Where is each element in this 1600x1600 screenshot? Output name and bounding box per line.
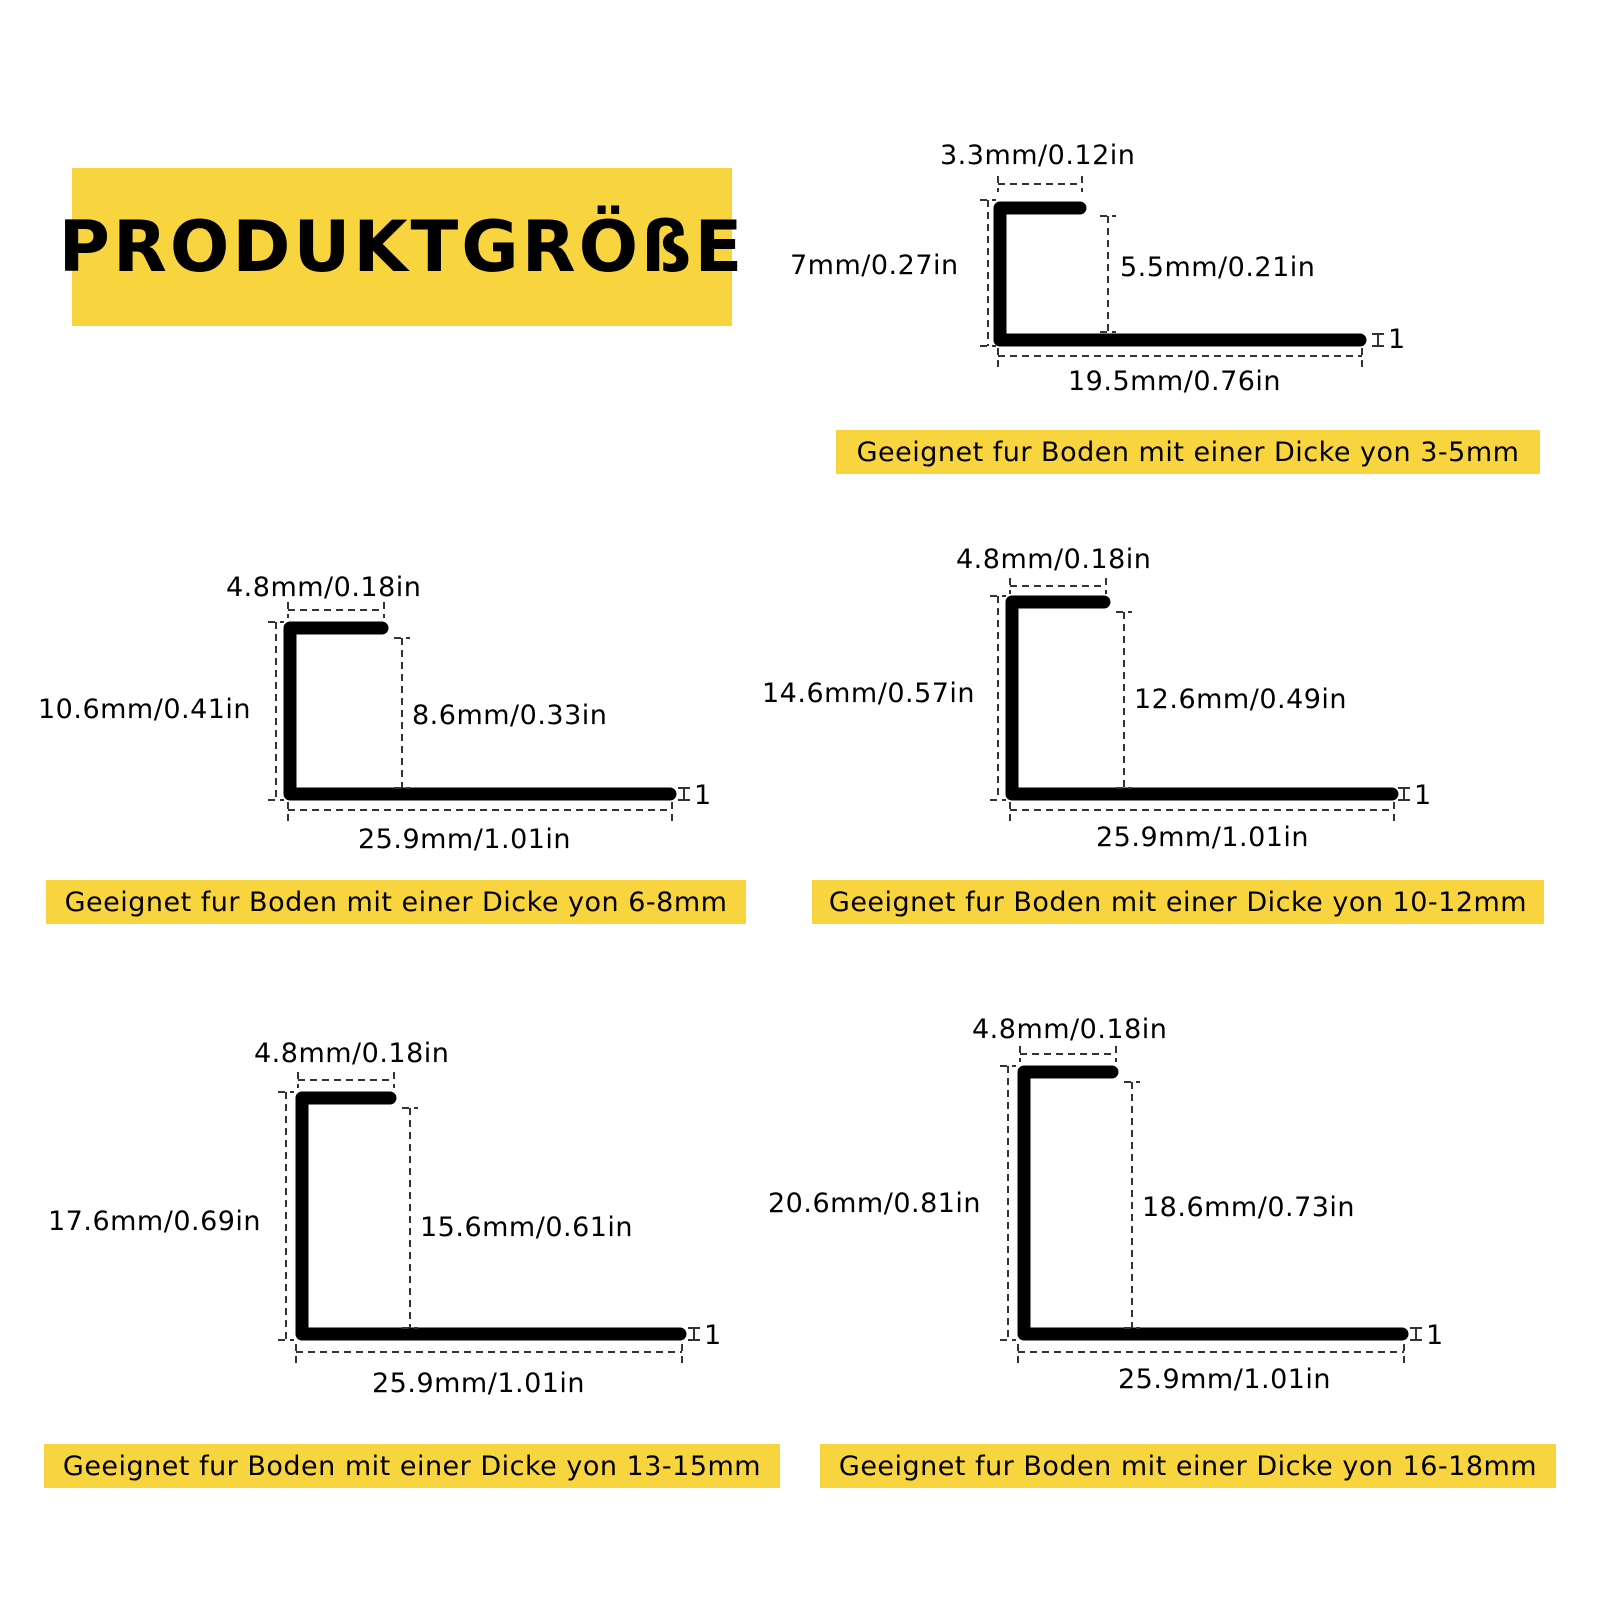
profile-5-base-dim-line xyxy=(1018,1344,1404,1364)
profile-5-top-dim-line xyxy=(1020,1046,1116,1062)
profile-4-top-width-label: 4.8mm/0.18in xyxy=(254,1038,450,1069)
profile-2-base-dim-line xyxy=(288,802,672,822)
profile-2-base-width-label: 25.9mm/1.01in xyxy=(358,824,572,855)
profile-3-inner-dim-line xyxy=(1116,612,1132,788)
profile-5-total-height-label: 20.6mm/0.81in xyxy=(768,1188,982,1219)
profile-4-total-height-label: 17.6mm/0.69in xyxy=(48,1206,262,1237)
profile-2-caption: Geeignet fur Boden mit einer Dicke yon 6-8mm xyxy=(46,880,746,924)
profile-5-top-width-label: 4.8mm/0.18in xyxy=(972,1014,1168,1045)
profile-4-height-dim-line xyxy=(278,1092,294,1340)
profile-2-top-dim-line xyxy=(288,602,384,618)
profile-1-thickness-label: 1 xyxy=(1388,324,1406,355)
profile-1-top-dim-line xyxy=(998,176,1082,192)
profile-4-inner-dim-line xyxy=(402,1108,418,1328)
profile-2-total-height-label: 10.6mm/0.41in xyxy=(38,694,252,725)
profile-5-inner-height-label: 18.6mm/0.73in xyxy=(1142,1192,1356,1223)
profile-4-base-width-label: 25.9mm/1.01in xyxy=(372,1368,586,1399)
profile-3-base-dim-line xyxy=(1010,802,1394,822)
profile-4-top-dim-line xyxy=(298,1072,394,1088)
profile-3-thickness-label: 1 xyxy=(1414,780,1432,811)
profile-5-thickness-mark xyxy=(1410,1328,1422,1340)
profile-3-height-dim-line xyxy=(990,596,1006,800)
profile-2-inner-height-label: 8.6mm/0.33in xyxy=(412,700,608,731)
profile-4-inner-height-label: 15.6mm/0.61in xyxy=(420,1212,634,1243)
profile-1-top-width-label: 3.3mm/0.12in xyxy=(940,140,1136,171)
profile-5-height-dim-line xyxy=(1000,1066,1016,1340)
profile-2-height-dim-line xyxy=(268,622,284,800)
profile-5-base-width-label: 25.9mm/1.01in xyxy=(1118,1364,1332,1395)
profile-3-total-height-label: 14.6mm/0.57in xyxy=(762,678,976,709)
profile-4-caption: Geeignet fur Boden mit einer Dicke yon 13-15mm xyxy=(44,1444,780,1488)
profile-1-thickness-mark xyxy=(1372,334,1384,346)
profile-1-inner-height-label: 5.5mm/0.21in xyxy=(1120,252,1316,283)
profile-5-thickness-label: 1 xyxy=(1426,1320,1444,1351)
profile-3-caption: Geeignet fur Boden mit einer Dicke yon 10-12mm xyxy=(812,880,1544,924)
page-title: PRODUKTGRÖßE xyxy=(58,206,746,288)
profile-3-top-dim-line xyxy=(1010,578,1106,594)
profile-1-total-height-label: 7mm/0.27in xyxy=(790,250,959,281)
profile-1-inner-dim-line xyxy=(1100,216,1116,332)
profile-1-base-width-label: 19.5mm/0.76in xyxy=(1068,366,1282,397)
profile-3-base-width-label: 25.9mm/1.01in xyxy=(1096,822,1310,853)
profile-2-inner-dim-line xyxy=(394,638,410,788)
profile-4-base-dim-line xyxy=(296,1344,682,1364)
profile-3-top-width-label: 4.8mm/0.18in xyxy=(956,544,1152,575)
profile-3-thickness-mark xyxy=(1398,788,1410,800)
profile-1-caption: Geeignet fur Boden mit einer Dicke yon 3-5mm xyxy=(836,430,1540,474)
profile-1-base-dim-line xyxy=(998,348,1362,368)
profile-3-inner-height-label: 12.6mm/0.49in xyxy=(1134,684,1348,715)
profile-2-thickness-mark xyxy=(678,788,690,800)
profile-5-caption: Geeignet fur Boden mit einer Dicke yon 16-18mm xyxy=(820,1444,1556,1488)
profile-5-inner-dim-line xyxy=(1124,1082,1140,1328)
profile-4-thickness-label: 1 xyxy=(704,1320,722,1351)
profile-2-top-width-label: 4.8mm/0.18in xyxy=(226,572,422,603)
profile-2-thickness-label: 1 xyxy=(694,780,712,811)
profile-4-thickness-mark xyxy=(688,1328,700,1340)
